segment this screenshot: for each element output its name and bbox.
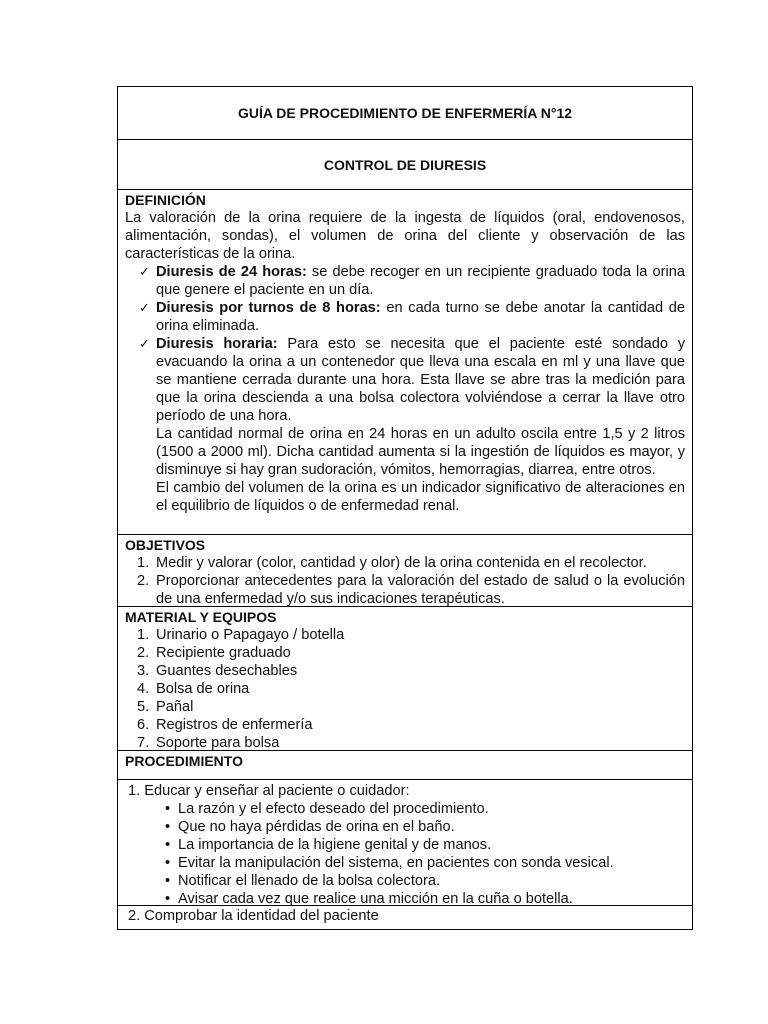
list-item <box>165 836 685 854</box>
procedure-heading-row <box>118 750 692 779</box>
education-bullet-list <box>128 800 685 908</box>
step-2-text: 2. Comprobar la identidad del paciente <box>128 908 379 924</box>
check-icon: ✓ <box>139 300 150 315</box>
list-item <box>137 698 685 716</box>
item-text: La razón y el efecto deseado del procedimiento. <box>178 801 489 817</box>
item-text: La importancia de la higiene genital y de manos. <box>178 837 492 853</box>
item-text: Para esto se necesita que el paciente esté sondado y evacuando la orina a un contenedor que lleva una escala en ml y una llave que se mantiene cerrada durante una hora. Esta llave se abre tras la medición para que la orina descienda a una bolsa colectora volviéndose a cerrar la llave otro período de una hora. <box>156 336 685 424</box>
item-text: Notificar el llenado de la bolsa colectora. <box>178 873 441 889</box>
item-text: Evitar la manipulación del sistema, en pacientes con sonda vesical. <box>178 855 614 871</box>
item-text: Soporte para bolsa <box>156 735 280 751</box>
objectives-section <box>118 534 692 606</box>
list-item <box>139 335 685 425</box>
materials-section <box>118 606 692 750</box>
materials-heading: MATERIAL Y EQUIPOS <box>125 609 277 625</box>
item-lead: Diuresis de 24 horas: <box>156 264 307 280</box>
list-item <box>165 890 685 908</box>
list-item <box>165 854 685 872</box>
item-text: Urinario o Papagayo / botella <box>156 627 345 643</box>
list-item <box>139 299 685 335</box>
bullet-icon: • <box>165 891 171 907</box>
bullet-icon: • <box>165 801 171 817</box>
list-item <box>137 734 685 752</box>
item-number: 6. <box>137 717 150 733</box>
item-text: Recipiente graduado <box>156 645 291 661</box>
list-item <box>137 644 685 662</box>
item-text: Pañal <box>156 699 194 715</box>
bullet-icon: • <box>165 837 171 853</box>
item-text: Guantes desechables <box>156 663 298 679</box>
procedure-table <box>117 86 693 930</box>
item-number: 1. <box>137 555 150 571</box>
list-item <box>165 872 685 890</box>
step-1-text: 1. Educar y enseñar al paciente o cuidador: <box>128 783 410 799</box>
list-item <box>139 263 685 299</box>
definition-section <box>118 189 692 534</box>
definition-intro: La valoración de la orina requiere de la ingesta de líquidos (oral, endovenosos, alimentación, sondas), el volumen de orina del cliente y observación de las características de la orina. <box>125 210 685 262</box>
check-icon: ✓ <box>139 336 150 351</box>
item-lead: Diuresis horaria: <box>156 336 278 352</box>
list-item <box>137 554 685 572</box>
item-text: Avisar cada vez que realice una micción en la cuña o botella. <box>178 891 573 907</box>
item-number: 3. <box>137 663 150 679</box>
procedure-step-1 <box>118 779 692 905</box>
list-item <box>165 818 685 836</box>
item-text: Proporcionar antecedentes para la valoración del estado de salud o la evolución de una enfermedad y/o sus indicaciones terapéuticas. <box>156 573 685 607</box>
item-text: Bolsa de orina <box>156 681 250 697</box>
procedure-step-2 <box>118 905 692 929</box>
item-lead: Diuresis por turnos de 8 horas: <box>156 300 381 316</box>
definition-heading: DEFINICIÓN <box>125 192 206 208</box>
item-text: se debe recoger en un recipiente graduado toda la orina que genere el paciente en un día. <box>156 264 685 298</box>
diuresis-types-list <box>125 263 685 425</box>
procedure-heading: PROCEDIMIENTO <box>125 753 243 769</box>
bullet-icon: • <box>165 855 171 871</box>
item-number: 4. <box>137 681 150 697</box>
normal-volume-paragraph: La cantidad normal de orina en 24 horas en un adulto oscila entre 1,5 y 2 litros (1500 a 2000 ml). Dicha cantidad aumenta si la ingestión de líquidos es mayor, y disminuye si hay gran sudoración, vómitos, hemorragias, diarrea, entre otros. <box>156 426 685 478</box>
item-text: Que no haya pérdidas de orina en el baño. <box>178 819 455 835</box>
volume-change-paragraph: El cambio del volumen de la orina es un indicador significativo de alteraciones en el equilibrio de líquidos o de enfermedad renal. <box>156 480 685 514</box>
list-item <box>137 572 685 608</box>
list-item <box>137 662 685 680</box>
objectives-list <box>125 554 685 608</box>
item-text: Medir y valorar (color, cantidad y olor) de la orina contenida en el recolector. <box>156 555 647 571</box>
item-number: 2. <box>137 645 150 661</box>
item-text: en cada turno se debe anotar la cantidad de orina eliminada. <box>156 300 685 334</box>
objectives-heading: OBJETIVOS <box>125 537 206 553</box>
procedure-name: CONTROL DE DIURESIS <box>118 139 692 189</box>
check-icon: ✓ <box>139 264 150 279</box>
bullet-icon: • <box>165 819 171 835</box>
list-item <box>165 800 685 818</box>
item-number: 2. <box>137 573 150 589</box>
list-item <box>137 716 685 734</box>
list-item <box>137 680 685 698</box>
item-number: 7. <box>137 735 150 751</box>
materials-list <box>125 626 685 752</box>
item-number: 1. <box>137 627 150 643</box>
document-title: GUÍA DE PROCEDIMIENTO DE ENFERMERÍA N°12 <box>237 105 573 121</box>
list-item <box>137 626 685 644</box>
bullet-icon: • <box>165 873 171 889</box>
item-number: 5. <box>137 699 150 715</box>
item-text: Registros de enfermería <box>156 717 313 733</box>
